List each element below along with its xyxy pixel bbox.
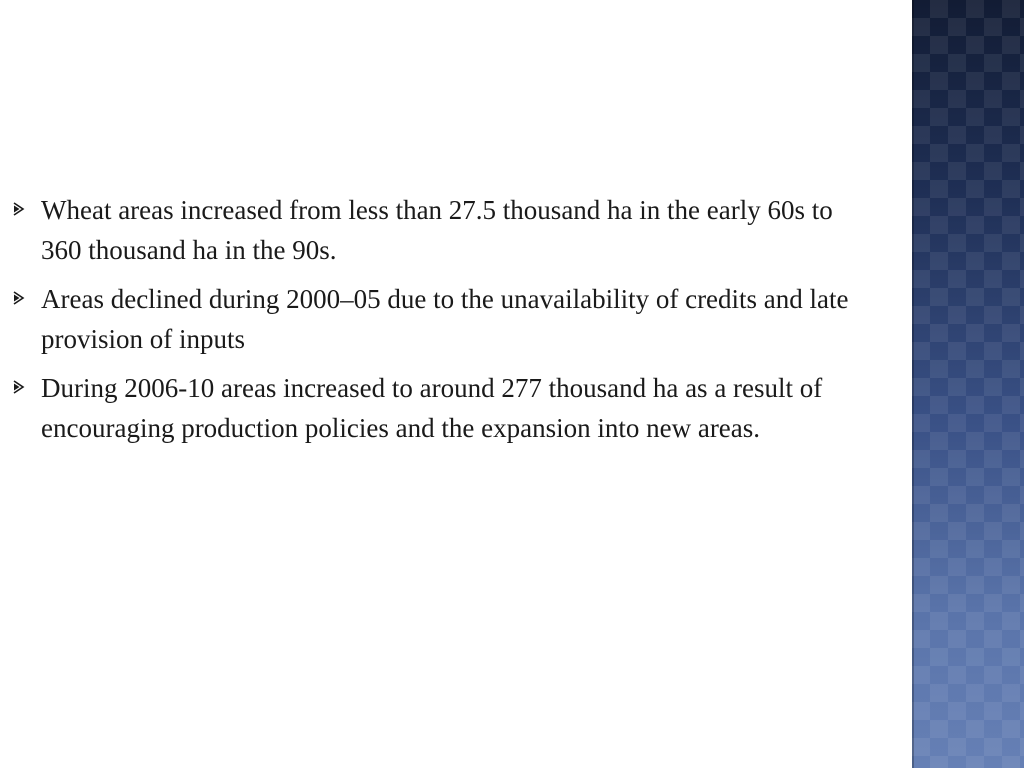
bullet-text: During 2006-10 areas increased to around 277 thousand ha as a result of encouraging production policies and the expansion into new areas. xyxy=(41,373,823,443)
bullet-item xyxy=(12,368,862,448)
chevron-arrow-bullet-icon xyxy=(12,290,26,306)
chevron-arrow-bullet-icon xyxy=(12,201,26,217)
bullet-text: Areas declined during 2000–05 due to the unavailability of credits and late provision of inputs xyxy=(41,284,849,354)
decorative-side-panel xyxy=(912,0,1024,768)
chevron-arrow-bullet-icon xyxy=(12,379,26,395)
bullet-item xyxy=(12,190,862,270)
bullet-list xyxy=(12,190,862,448)
bullet-text: Wheat areas increased from less than 27.5 thousand ha in the early 60s to 360 thousand ha in the 90s. xyxy=(41,195,833,265)
diamond-pattern xyxy=(912,0,1024,768)
panel-edge xyxy=(912,0,914,768)
bullet-item xyxy=(12,279,862,359)
slide-body xyxy=(12,190,862,457)
